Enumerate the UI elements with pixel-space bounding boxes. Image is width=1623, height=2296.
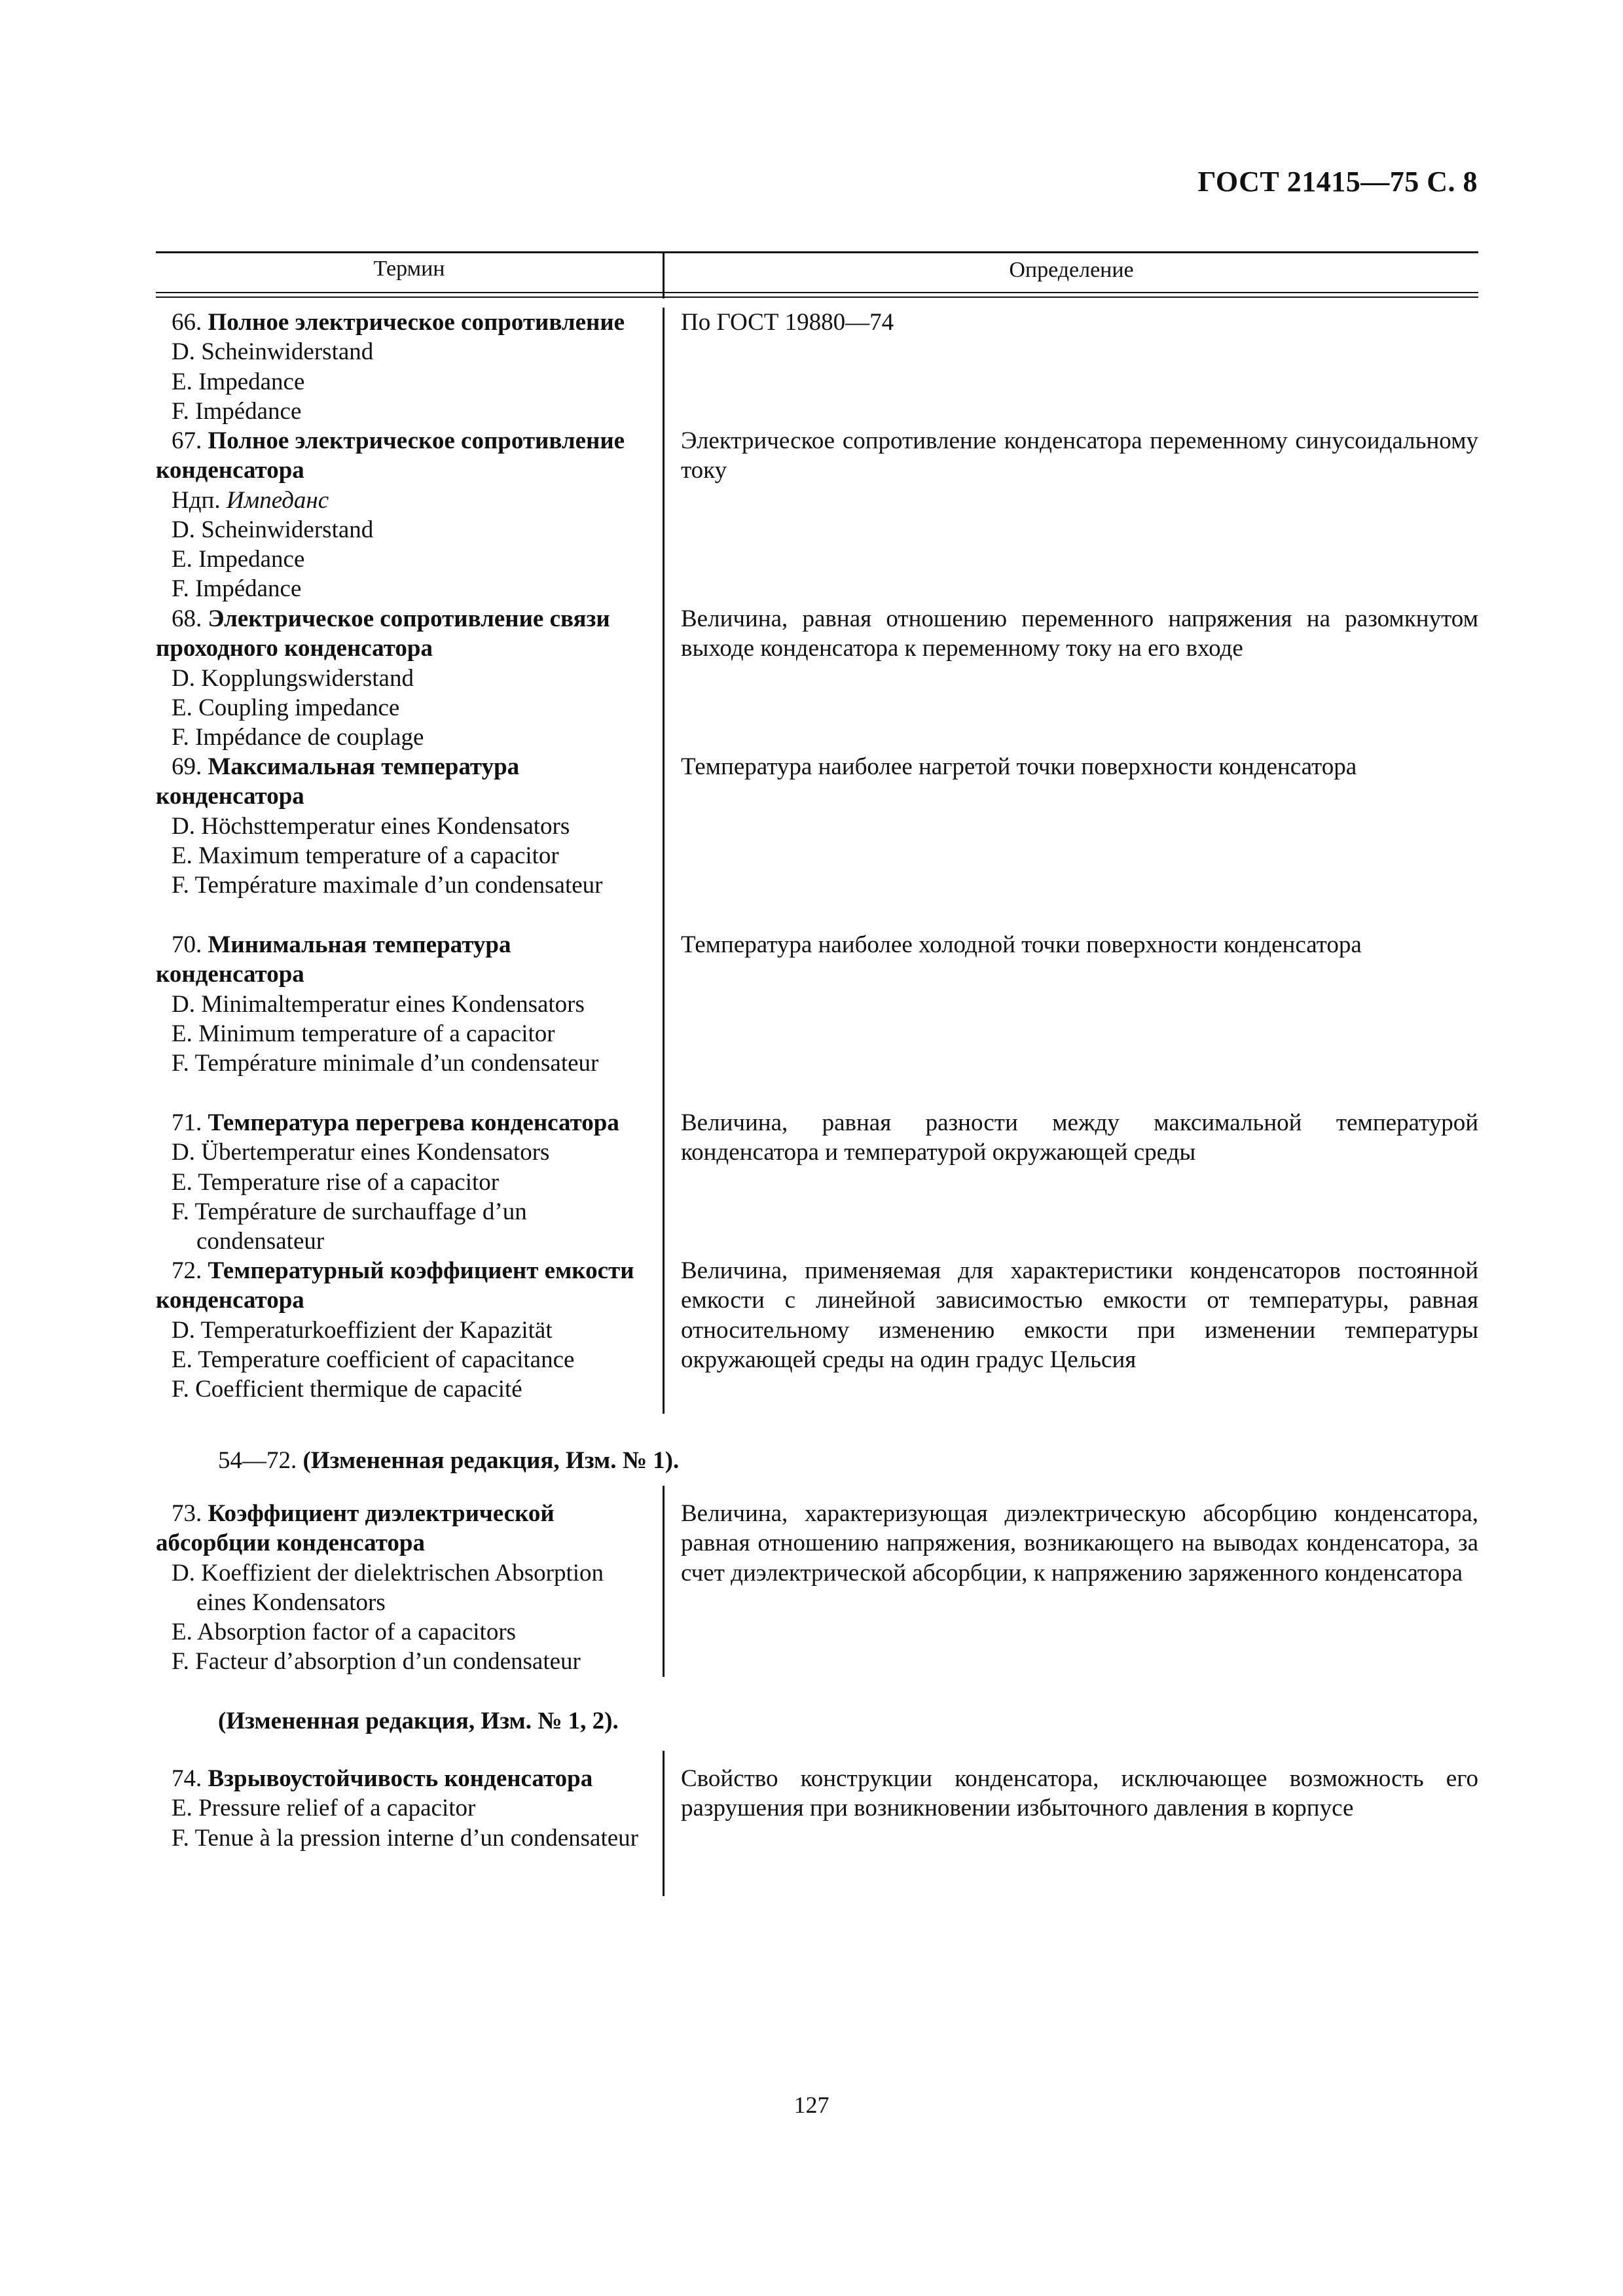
table-header-rule-double <box>156 296 1478 298</box>
table-header-rule <box>156 292 1478 293</box>
term-french: F. Température maximale d’un condensateur <box>172 872 603 899</box>
page-number: 127 <box>793 2092 830 2118</box>
term-french: F. Tenue à la pression interne d’un condensateur <box>172 1824 638 1852</box>
term-title <box>156 1499 653 1558</box>
term-english: E. Absorption factor of a capacitors <box>172 1619 517 1646</box>
definition-text: Величина, равная отношению переменного напряжения на разомкнутом выходе конденсатора к переменному току на его входе <box>681 605 1478 662</box>
table-header <box>156 251 1478 298</box>
term-french: F. Impédance <box>172 575 302 603</box>
definition-text: Электрическое сопротивление конденсатора переменному синусоидальному току <box>681 427 1478 484</box>
definition-text: Величина, равная разности между максимальной температурой конденсатора и температурой окружающей среды <box>681 1109 1478 1166</box>
term-name: Полное электрическое сопротивление конденсатора <box>156 427 625 484</box>
term-cell <box>156 930 653 1078</box>
term-german: D. Übertemperatur eines Kondensators <box>172 1139 550 1166</box>
term-cell <box>156 426 653 604</box>
term-english: E. Pressure relief of a capacitor <box>172 1795 476 1822</box>
term-german: D. Koeffizient der dielektrischen Absorption eines Kondensators <box>172 1559 604 1616</box>
term-title <box>156 426 653 486</box>
term-english: E. Temperature rise of a capacitor <box>172 1168 500 1196</box>
term-french: F. Impédance <box>172 397 302 425</box>
term-english: E. Minimum temperature of a capacitor <box>172 1020 555 1047</box>
term-cell <box>156 1499 653 1677</box>
definition-text: Свойство конструкции конденсатора, исключающее возможность его разрушения при возникновении избыточного давления в корпусе <box>681 1765 1478 1822</box>
term-french: F. Température minimale d’un condensateur <box>172 1050 599 1077</box>
term-english: E. Impedance <box>172 368 305 395</box>
term-number: 74. <box>172 1765 202 1792</box>
column-divider <box>663 1751 665 1896</box>
term-french: F. Coefficient thermique de capacité <box>172 1376 522 1403</box>
term-english: E. Maximum temperature of a capacitor <box>172 842 559 869</box>
amendment-text: (Измененная редакция, Изм. № 1). <box>302 1447 680 1474</box>
term-german: D. Kopplungswiderstand <box>172 664 414 692</box>
terms-block-74 <box>156 1764 1478 1908</box>
term-title <box>156 1764 653 1793</box>
term-number: 68. <box>172 605 202 632</box>
column-divider <box>663 308 665 1414</box>
term-name: Температура перегрева конденсатора <box>208 1109 619 1136</box>
term-number: 66. <box>172 309 202 336</box>
term-german: D. Minimaltemperatur eines Kondensators <box>172 990 585 1018</box>
amendment-note-1 <box>218 1446 679 1475</box>
term-title <box>156 1108 653 1138</box>
amendment-range: 54—72. <box>218 1447 297 1474</box>
deprecated-label: Ндп. <box>172 486 221 514</box>
term-number: 73. <box>172 1500 202 1527</box>
term-name: Коэффициент диэлектрической абсорбции конденсатора <box>156 1500 555 1557</box>
term-german: D. Scheinwiderstand <box>172 516 374 543</box>
term-name: Температурный коэффициент емкости конденсатора <box>156 1257 634 1314</box>
term-title <box>156 604 653 664</box>
term-title <box>156 1256 653 1316</box>
amendment-text: (Измененная редакция, Изм. № 1, 2). <box>218 1708 619 1734</box>
term-number: 70. <box>172 931 202 958</box>
term-cell <box>156 308 653 426</box>
definition-text: Температура наиболее нагретой точки поверхности конденсатора <box>681 753 1357 780</box>
term-number: 72. <box>172 1257 202 1284</box>
term-german: D. Höchsttemperatur eines Kondensators <box>172 812 570 840</box>
term-german: D. Scheinwiderstand <box>172 338 374 366</box>
terms-block-73 <box>156 1499 1478 1695</box>
term-name: Минимальная температура конденсатора <box>156 931 511 988</box>
document-code: ГОСТ 21415—75 С. 8 <box>1197 166 1478 198</box>
column-divider <box>663 1486 665 1677</box>
term-cell <box>156 1256 653 1404</box>
term-number: 71. <box>172 1109 202 1136</box>
term-name: Полное электрическое сопротивление <box>208 309 625 336</box>
deprecated-term: Импеданс <box>226 486 329 514</box>
term-french: F. Impédance de couplage <box>172 724 424 751</box>
term-number: 69. <box>172 753 202 780</box>
term-english: E. Temperature coefficient of capacitance <box>172 1346 575 1373</box>
terms-block-66-72 <box>156 308 1478 1420</box>
definition-text: Величина, применяемая для характеристики конденсаторов постоянной емкости с линейной зависимостью емкости от температуры, равная относительному изменению емкости при изменении температуры окружающей среды на один градус Цельсия <box>681 1257 1478 1373</box>
table-top-rule <box>156 251 1478 253</box>
term-name: Максимальная температура конденсатора <box>156 753 520 810</box>
term-name: Электрическое сопротивление связи проходного конденсатора <box>156 605 610 662</box>
term-cell <box>156 1764 653 1853</box>
amendment-note-2 <box>218 1707 619 1735</box>
term-french: F. Facteur d’absorption d’un condensateur <box>172 1648 581 1676</box>
term-title <box>156 930 653 990</box>
definition-text: Температура наиболее холодной точки поверхности конденсатора <box>681 931 1362 958</box>
term-english: E. Impedance <box>172 546 305 573</box>
term-cell <box>156 604 653 752</box>
term-title <box>156 752 653 812</box>
definition-text: По ГОСТ 19880—74 <box>681 309 894 336</box>
term-cell <box>156 1108 653 1256</box>
column-header-term: Термин <box>373 257 445 281</box>
term-number: 67. <box>172 427 202 454</box>
column-header-definition: Определение <box>1009 258 1134 282</box>
term-title <box>156 308 653 337</box>
term-name: Взрывоустойчивость конденсатора <box>208 1765 593 1792</box>
definition-text: Величина, характеризующая диэлектрическую абсорбцию конденсатора, равная отношению напряжения, возникающего на выводах конденсатора, за счет диэлектрической абсорбции, к напряжению заряженного конденсатора <box>681 1500 1478 1587</box>
term-deprecated <box>156 486 653 515</box>
term-german: D. Temperaturkoeffizient der Kapazität <box>172 1316 553 1344</box>
term-cell <box>156 752 653 900</box>
term-french: F. Température de surchauffage d’un condensateur <box>172 1198 527 1255</box>
term-english: E. Coupling impedance <box>172 694 400 721</box>
